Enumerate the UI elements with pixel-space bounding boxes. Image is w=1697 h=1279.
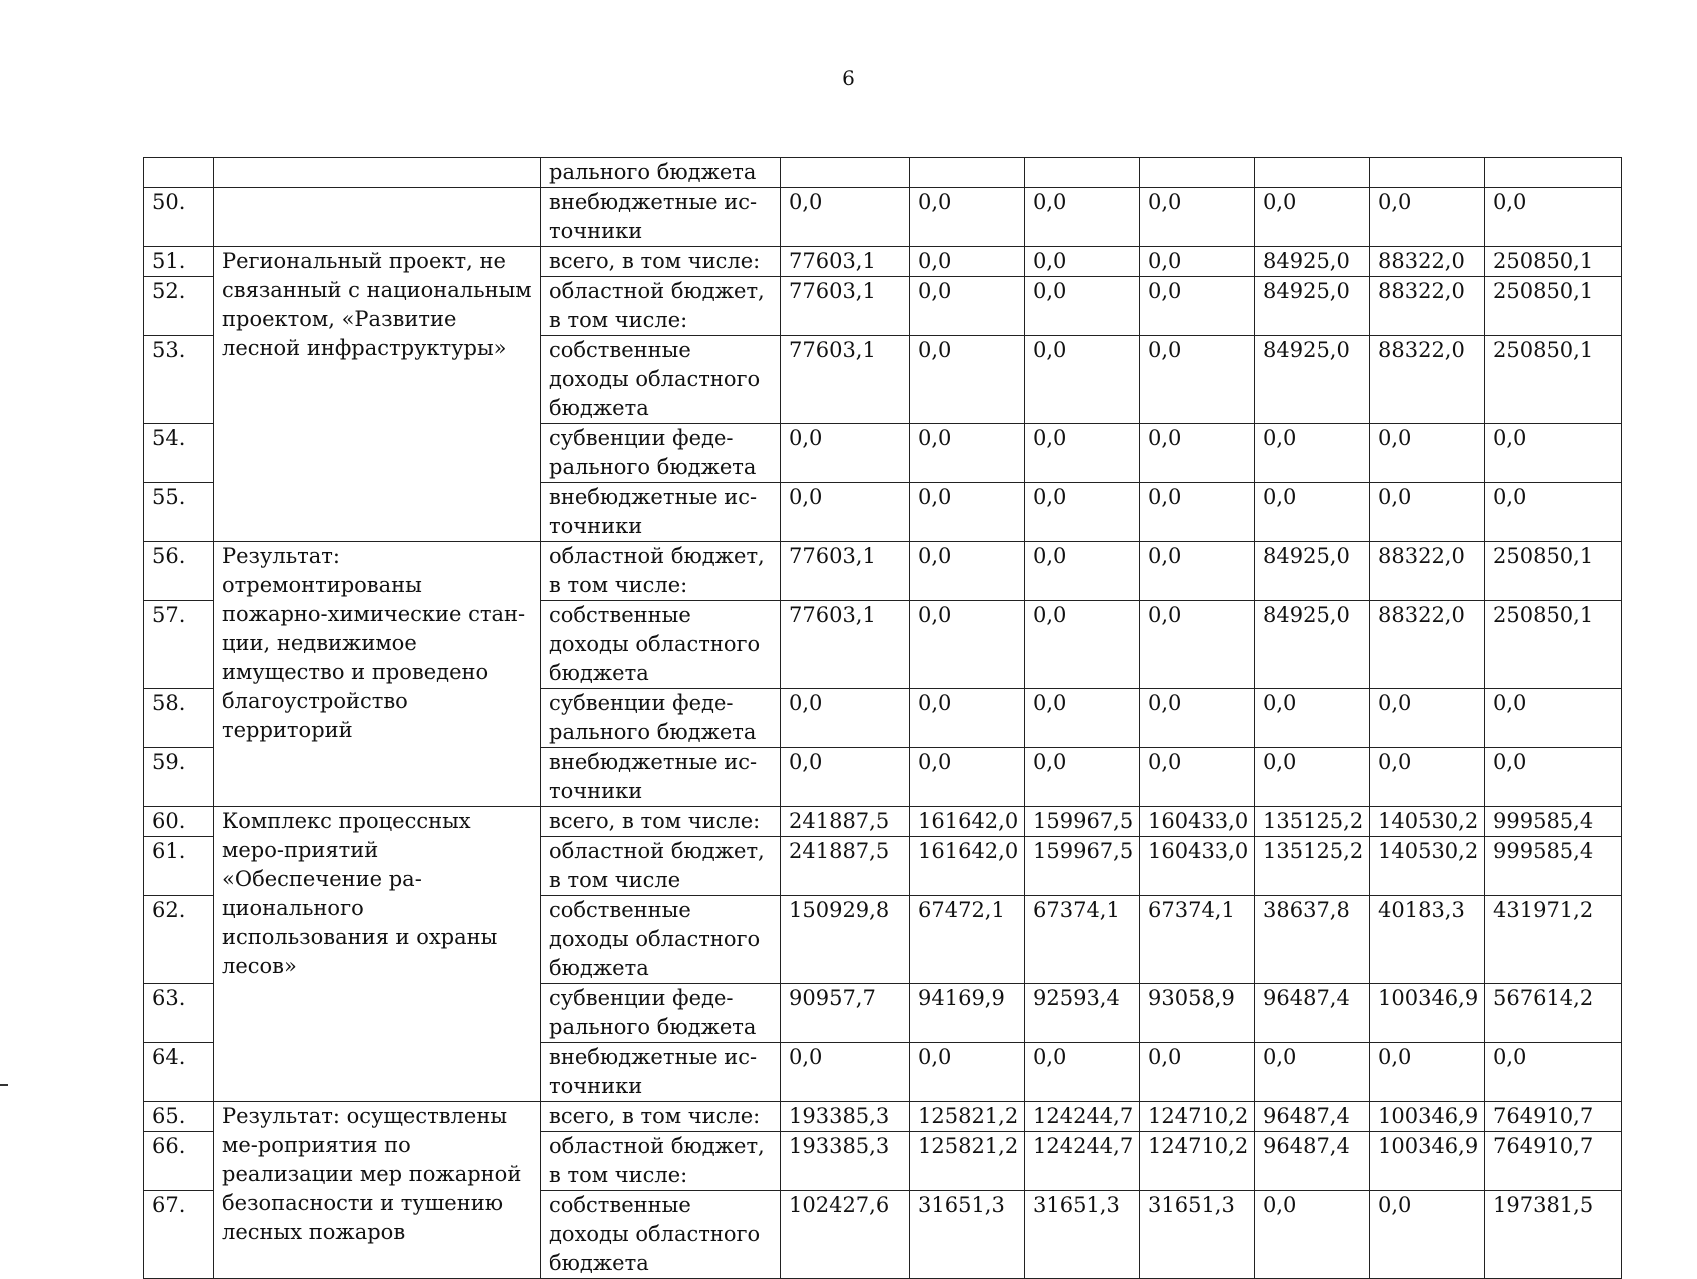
value-cell: 161642,0 xyxy=(910,837,1025,896)
program-name-cell: Результат: отремонтированы пожарно-химические стан-ции, недвижимое имущество и проведено благоустройство территорий xyxy=(214,542,541,807)
value-cell: 0,0 xyxy=(781,689,910,748)
value-cell: 150929,8 xyxy=(781,896,910,984)
value-cell: 0,0 xyxy=(1485,483,1622,542)
funding-source-cell: областной бюджет, в том числе: xyxy=(541,542,781,601)
value-cell: 140530,2 xyxy=(1370,837,1485,896)
value-cell: 0,0 xyxy=(1025,277,1140,336)
value-cell: 0,0 xyxy=(1485,1043,1622,1102)
funding-source-cell: субвенции феде-рального бюджета xyxy=(541,424,781,483)
value-cell: 100346,9 xyxy=(1370,1132,1485,1191)
value-cell: 100346,9 xyxy=(1370,984,1485,1043)
value-cell: 0,0 xyxy=(910,689,1025,748)
row-number-cell: 50. xyxy=(144,188,214,247)
value-cell: 0,0 xyxy=(1025,601,1140,689)
value-cell: 124244,7 xyxy=(1025,1132,1140,1191)
funding-source-cell: внебюджетные ис-точники xyxy=(541,188,781,247)
value-cell: 90957,7 xyxy=(781,984,910,1043)
value-cell: 124710,2 xyxy=(1140,1102,1255,1132)
value-cell: 0,0 xyxy=(1025,336,1140,424)
program-name-cell: Комплекс процессных меро-приятий «Обеспечение ра-ционального использования и охраны лесов» xyxy=(214,807,541,1102)
funding-source-cell: субвенции феде-рального бюджета xyxy=(541,689,781,748)
value-cell xyxy=(1370,158,1485,188)
value-cell: 0,0 xyxy=(910,542,1025,601)
value-cell: 0,0 xyxy=(1140,1043,1255,1102)
value-cell: 96487,4 xyxy=(1255,1132,1370,1191)
value-cell: 999585,4 xyxy=(1485,807,1622,837)
value-cell: 0,0 xyxy=(1025,1043,1140,1102)
value-cell: 193385,3 xyxy=(781,1102,910,1132)
value-cell: 0,0 xyxy=(1485,748,1622,807)
row-number-cell: 53. xyxy=(144,336,214,424)
value-cell: 567614,2 xyxy=(1485,984,1622,1043)
funding-source-cell: областной бюджет, в том числе: xyxy=(541,1132,781,1191)
value-cell: 0,0 xyxy=(781,188,910,247)
value-cell xyxy=(1485,158,1622,188)
value-cell: 67374,1 xyxy=(1025,896,1140,984)
value-cell: 0,0 xyxy=(1025,247,1140,277)
value-cell: 77603,1 xyxy=(781,601,910,689)
value-cell: 0,0 xyxy=(1370,689,1485,748)
row-number-cell: 65. xyxy=(144,1102,214,1132)
value-cell: 77603,1 xyxy=(781,247,910,277)
value-cell: 38637,8 xyxy=(1255,896,1370,984)
value-cell: 94169,9 xyxy=(910,984,1025,1043)
row-number-cell: 66. xyxy=(144,1132,214,1191)
row-number-cell xyxy=(144,158,214,188)
value-cell: 88322,0 xyxy=(1370,336,1485,424)
funding-source-cell: областной бюджет, в том числе: xyxy=(541,277,781,336)
value-cell: 0,0 xyxy=(1025,424,1140,483)
value-cell: 0,0 xyxy=(910,748,1025,807)
page-number: 6 xyxy=(842,66,855,90)
funding-source-cell: внебюджетные ис-точники xyxy=(541,748,781,807)
value-cell: 193385,3 xyxy=(781,1132,910,1191)
value-cell: 0,0 xyxy=(1370,188,1485,247)
value-cell: 0,0 xyxy=(1140,748,1255,807)
value-cell: 96487,4 xyxy=(1255,1102,1370,1132)
value-cell: 0,0 xyxy=(781,483,910,542)
funding-source-cell: собственные доходы областного бюджета xyxy=(541,1191,781,1279)
value-cell: 31651,3 xyxy=(1025,1191,1140,1279)
value-cell: 125821,2 xyxy=(910,1132,1025,1191)
value-cell: 0,0 xyxy=(1255,748,1370,807)
value-cell: 0,0 xyxy=(1370,748,1485,807)
funding-source-cell: всего, в том числе: xyxy=(541,1102,781,1132)
value-cell: 84925,0 xyxy=(1255,277,1370,336)
value-cell: 0,0 xyxy=(1025,188,1140,247)
value-cell: 0,0 xyxy=(1140,247,1255,277)
row-number-cell: 58. xyxy=(144,689,214,748)
row-number-cell: 56. xyxy=(144,542,214,601)
value-cell: 77603,1 xyxy=(781,542,910,601)
funding-source-cell: областной бюджет, в том числе xyxy=(541,837,781,896)
value-cell: 31651,3 xyxy=(910,1191,1025,1279)
value-cell: 0,0 xyxy=(1485,424,1622,483)
table-row xyxy=(144,188,1622,247)
value-cell: 140530,2 xyxy=(1370,807,1485,837)
value-cell: 88322,0 xyxy=(1370,601,1485,689)
value-cell: 0,0 xyxy=(910,424,1025,483)
funding-source-cell: собственные доходы областного бюджета xyxy=(541,601,781,689)
value-cell: 0,0 xyxy=(1370,1191,1485,1279)
value-cell: 88322,0 xyxy=(1370,277,1485,336)
funding-source-cell: всего, в том числе: xyxy=(541,247,781,277)
value-cell: 125821,2 xyxy=(910,1102,1025,1132)
table-row xyxy=(144,542,1622,601)
value-cell: 124244,7 xyxy=(1025,1102,1140,1132)
value-cell: 84925,0 xyxy=(1255,336,1370,424)
funding-source-cell: собственные доходы областного бюджета xyxy=(541,896,781,984)
value-cell: 0,0 xyxy=(1370,1043,1485,1102)
row-number-cell: 55. xyxy=(144,483,214,542)
value-cell: 197381,5 xyxy=(1485,1191,1622,1279)
value-cell: 0,0 xyxy=(781,424,910,483)
value-cell: 93058,9 xyxy=(1140,984,1255,1043)
value-cell: 250850,1 xyxy=(1485,336,1622,424)
value-cell: 0,0 xyxy=(1140,277,1255,336)
value-cell: 159967,5 xyxy=(1025,837,1140,896)
value-cell: 0,0 xyxy=(1140,188,1255,247)
value-cell: 241887,5 xyxy=(781,837,910,896)
value-cell: 0,0 xyxy=(910,601,1025,689)
table-row xyxy=(144,1102,1622,1132)
value-cell: 999585,4 xyxy=(1485,837,1622,896)
value-cell: 0,0 xyxy=(910,336,1025,424)
value-cell: 0,0 xyxy=(1140,601,1255,689)
value-cell: 159967,5 xyxy=(1025,807,1140,837)
row-number-cell: 60. xyxy=(144,807,214,837)
table-row xyxy=(144,807,1622,837)
program-name-cell: Региональный проект, не связанный с национальным проектом, «Развитие лесной инфраструктуры» xyxy=(214,247,541,542)
row-number-cell: 54. xyxy=(144,424,214,483)
value-cell: 0,0 xyxy=(1140,424,1255,483)
table-row-continuation xyxy=(144,158,1622,188)
value-cell: 764910,7 xyxy=(1485,1132,1622,1191)
value-cell: 0,0 xyxy=(1025,689,1140,748)
value-cell: 0,0 xyxy=(1255,188,1370,247)
value-cell: 100346,9 xyxy=(1370,1102,1485,1132)
row-number-cell: 52. xyxy=(144,277,214,336)
program-name-cell xyxy=(214,188,541,247)
value-cell: 124710,2 xyxy=(1140,1132,1255,1191)
row-number-cell: 67. xyxy=(144,1191,214,1279)
value-cell: 0,0 xyxy=(1255,1043,1370,1102)
value-cell: 431971,2 xyxy=(1485,896,1622,984)
value-cell: 31651,3 xyxy=(1140,1191,1255,1279)
value-cell: 84925,0 xyxy=(1255,601,1370,689)
row-number-cell: 62. xyxy=(144,896,214,984)
value-cell: 0,0 xyxy=(1140,483,1255,542)
value-cell xyxy=(781,158,910,188)
funding-source-cell: субвенции феде-рального бюджета xyxy=(541,984,781,1043)
row-number-cell: 61. xyxy=(144,837,214,896)
value-cell xyxy=(910,158,1025,188)
row-number-cell: 51. xyxy=(144,247,214,277)
value-cell: 0,0 xyxy=(1255,424,1370,483)
value-cell: 67374,1 xyxy=(1140,896,1255,984)
value-cell: 0,0 xyxy=(1140,689,1255,748)
value-cell: 0,0 xyxy=(781,748,910,807)
row-number-cell: 64. xyxy=(144,1043,214,1102)
value-cell: 88322,0 xyxy=(1370,542,1485,601)
program-name-cell: Результат: осуществлены ме-роприятия по реализации мер пожарной безопасности и тушению лесных пожаров xyxy=(214,1102,541,1279)
value-cell: 0,0 xyxy=(910,247,1025,277)
row-number-cell: 63. xyxy=(144,984,214,1043)
value-cell: 0,0 xyxy=(910,1043,1025,1102)
value-cell: 0,0 xyxy=(1025,748,1140,807)
value-cell: 0,0 xyxy=(910,483,1025,542)
value-cell: 241887,5 xyxy=(781,807,910,837)
value-cell: 0,0 xyxy=(1140,336,1255,424)
value-cell xyxy=(1140,158,1255,188)
value-cell: 764910,7 xyxy=(1485,1102,1622,1132)
value-cell: 102427,6 xyxy=(781,1191,910,1279)
value-cell: 40183,3 xyxy=(1370,896,1485,984)
value-cell xyxy=(1025,158,1140,188)
table-row xyxy=(144,247,1622,277)
value-cell: 0,0 xyxy=(1140,542,1255,601)
value-cell: 0,0 xyxy=(781,1043,910,1102)
value-cell: 77603,1 xyxy=(781,336,910,424)
budget-table xyxy=(143,157,1622,1279)
value-cell: 250850,1 xyxy=(1485,601,1622,689)
funding-source-cell: рального бюджета xyxy=(541,158,781,188)
value-cell: 67472,1 xyxy=(910,896,1025,984)
value-cell: 0,0 xyxy=(1370,483,1485,542)
value-cell: 160433,0 xyxy=(1140,807,1255,837)
value-cell: 0,0 xyxy=(910,188,1025,247)
value-cell: 84925,0 xyxy=(1255,542,1370,601)
value-cell: 0,0 xyxy=(1255,689,1370,748)
program-name-cell xyxy=(214,158,541,188)
value-cell: 77603,1 xyxy=(781,277,910,336)
value-cell: 250850,1 xyxy=(1485,542,1622,601)
value-cell: 161642,0 xyxy=(910,807,1025,837)
funding-source-cell: внебюджетные ис-точники xyxy=(541,483,781,542)
value-cell: 92593,4 xyxy=(1025,984,1140,1043)
value-cell: 0,0 xyxy=(910,277,1025,336)
value-cell: 250850,1 xyxy=(1485,247,1622,277)
row-number-cell: 59. xyxy=(144,748,214,807)
value-cell: 0,0 xyxy=(1485,689,1622,748)
value-cell: 135125,2 xyxy=(1255,807,1370,837)
value-cell: 0,0 xyxy=(1370,424,1485,483)
value-cell: 0,0 xyxy=(1255,1191,1370,1279)
value-cell: 160433,0 xyxy=(1140,837,1255,896)
value-cell: 250850,1 xyxy=(1485,277,1622,336)
value-cell: 84925,0 xyxy=(1255,247,1370,277)
value-cell: 96487,4 xyxy=(1255,984,1370,1043)
value-cell: 0,0 xyxy=(1255,483,1370,542)
funding-source-cell: внебюджетные ис-точники xyxy=(541,1043,781,1102)
margin-mark xyxy=(0,1084,8,1086)
value-cell xyxy=(1255,158,1370,188)
funding-source-cell: всего, в том числе: xyxy=(541,807,781,837)
value-cell: 0,0 xyxy=(1485,188,1622,247)
value-cell: 88322,0 xyxy=(1370,247,1485,277)
value-cell: 135125,2 xyxy=(1255,837,1370,896)
value-cell: 0,0 xyxy=(1025,542,1140,601)
value-cell: 0,0 xyxy=(1025,483,1140,542)
row-number-cell: 57. xyxy=(144,601,214,689)
funding-source-cell: собственные доходы областного бюджета xyxy=(541,336,781,424)
